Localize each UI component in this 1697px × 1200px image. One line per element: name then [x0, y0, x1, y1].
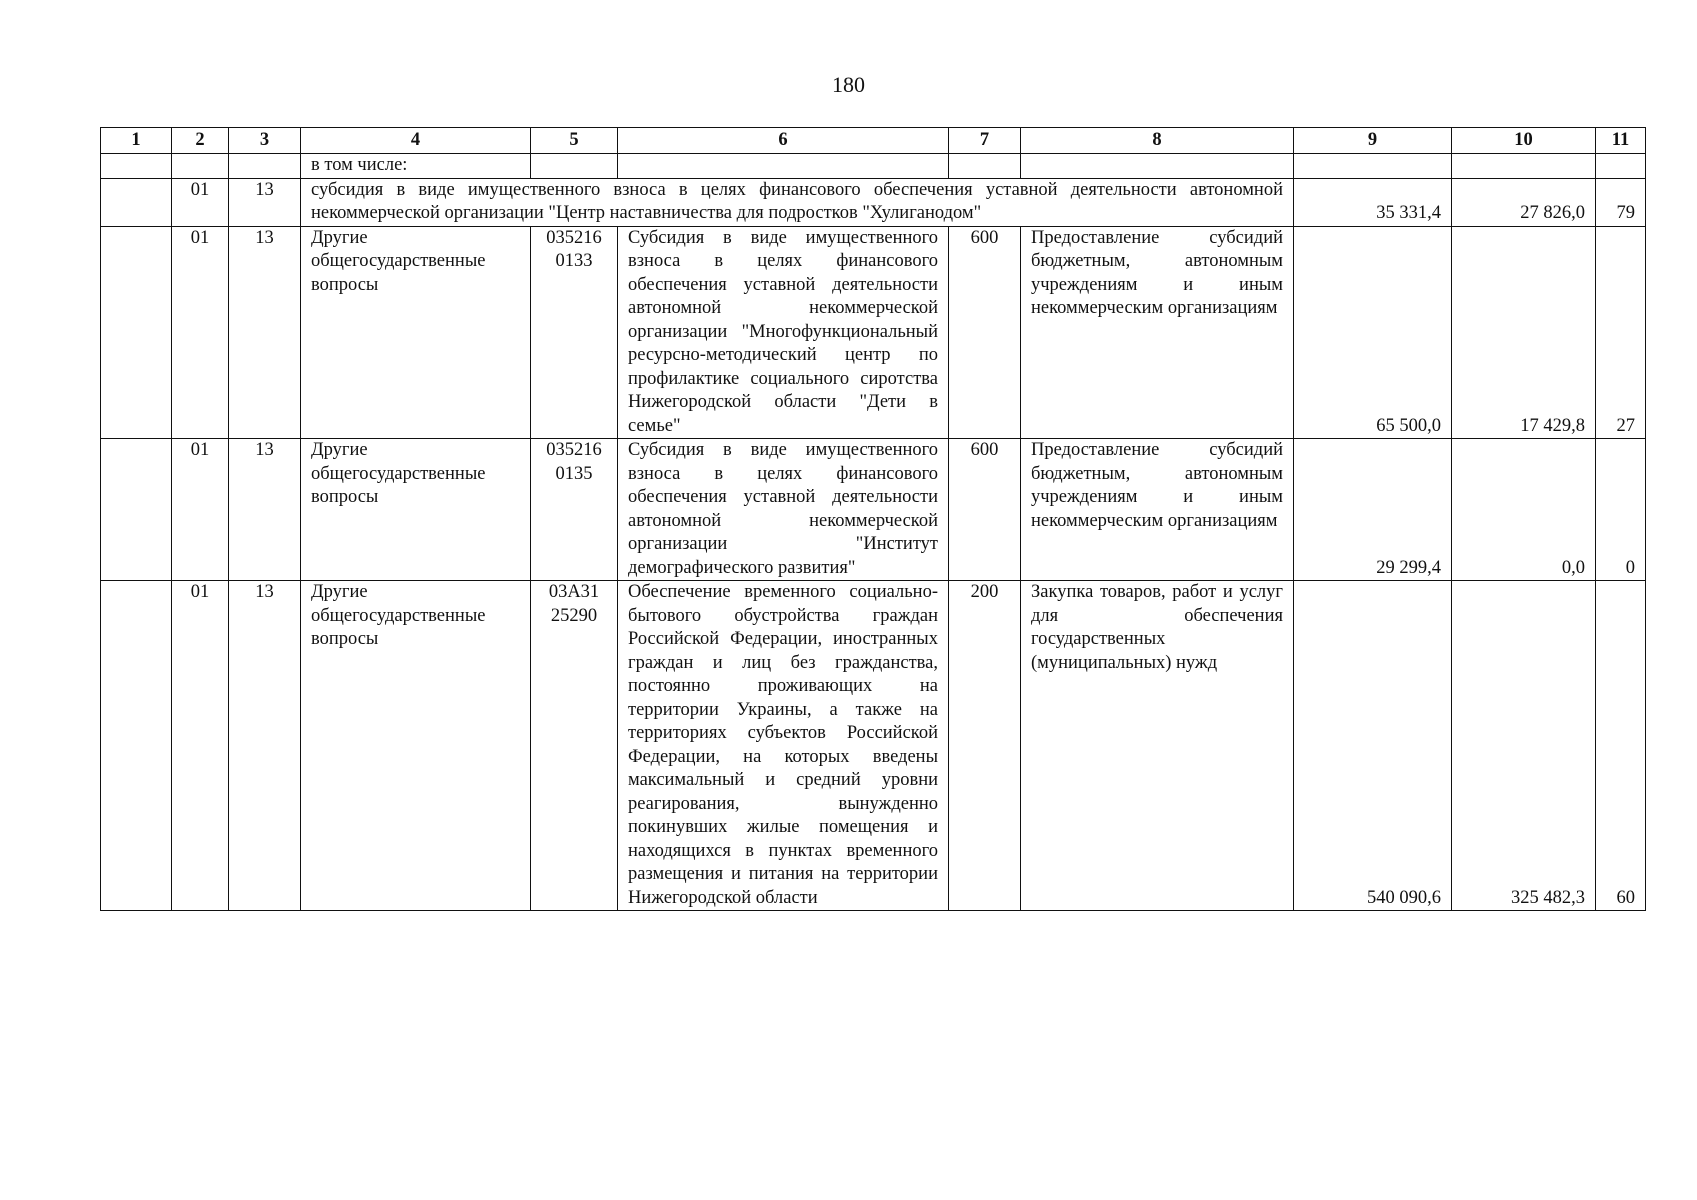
column-header-11: 11	[1596, 128, 1646, 154]
subsidy-description: субсидия в виде имущественного взноса в целях финансового обеспечения уставной деятельности автономной некоммерческой организации "Центр наставничества для подростков "Хулиганодом"	[301, 178, 1294, 226]
column-header-2: 2	[172, 128, 229, 154]
expense-description: Субсидия в виде имущественного взноса в целях финансового обеспечения уставной деятельности автономной некоммерческой организации "Институт демографического развития"	[618, 439, 949, 581]
section-code: 01	[172, 178, 229, 226]
subsection-code: 13	[229, 226, 301, 439]
subsidy-row	[101, 178, 1646, 226]
column-header-7: 7	[949, 128, 1021, 154]
intro-row	[101, 154, 1646, 179]
section-code: 01	[172, 226, 229, 439]
amount-col9: 540 090,6	[1294, 581, 1452, 911]
subsection-code: 13	[229, 178, 301, 226]
section-name: Другие общегосударственные вопросы	[301, 581, 531, 911]
expense-description: Обеспечение временного социально-бытового обустройства граждан Российской Федерации, иностранных граждан и лиц без гражданства, постоянно проживающих на территории Украины, а также на территориях субъектов Российской Федерации, на которых введены максимальный и средний уровни реагирования, вынужденно покинувших жилые помещения и находящихся в пунктах временного размещения и питания на территории Нижегородской области	[618, 581, 949, 911]
amount-col10: 17 429,8	[1452, 226, 1596, 439]
intro-text: в том числе:	[301, 154, 531, 179]
table-row	[101, 226, 1646, 439]
target-article-code: 03А31 25290	[531, 581, 618, 911]
target-article-code: 035216 0135	[531, 439, 618, 581]
table-row	[101, 581, 1646, 911]
amount-col10: 325 482,3	[1452, 581, 1596, 911]
section-name: Другие общегосударственные вопросы	[301, 439, 531, 581]
column-header-4: 4	[301, 128, 531, 154]
expense-description: Субсидия в виде имущественного взноса в целях финансового обеспечения уставной деятельности автономной некоммерческой организации "Многофункциональный ресурсно-методический центр по профилактике социального сиротства Нижегородской области "Дети в семье"	[618, 226, 949, 439]
page-number: 180	[832, 72, 865, 97]
expense-type-name: Предоставление субсидий бюджетным, автономным учреждениям и иным некоммерческим организациям	[1021, 226, 1294, 439]
column-header-1: 1	[101, 128, 172, 154]
section-code: 01	[172, 581, 229, 911]
column-header-3: 3	[229, 128, 301, 154]
target-article-code: 035216 0133	[531, 226, 618, 439]
budget-table	[100, 127, 1646, 911]
expense-type-name: Закупка товаров, работ и услуг для обеспечения государственных (муниципальных) нужд	[1021, 581, 1294, 911]
amount-col10: 0,0	[1452, 439, 1596, 581]
percent-col11: 60	[1596, 581, 1646, 911]
expense-type-code: 200	[949, 581, 1021, 911]
expense-type-code: 600	[949, 439, 1021, 581]
column-header-8: 8	[1021, 128, 1294, 154]
percent-col11: 27	[1596, 226, 1646, 439]
section-code: 01	[172, 439, 229, 581]
section-name: Другие общегосударственные вопросы	[301, 226, 531, 439]
amount-col10: 27 826,0	[1452, 178, 1596, 226]
expense-type-name: Предоставление субсидий бюджетным, автономным учреждениям и иным некоммерческим организациям	[1021, 439, 1294, 581]
column-header-6: 6	[618, 128, 949, 154]
expense-type-code: 600	[949, 226, 1021, 439]
percent-col11: 79	[1596, 178, 1646, 226]
subsection-code: 13	[229, 439, 301, 581]
column-header-10: 10	[1452, 128, 1596, 154]
column-header-9: 9	[1294, 128, 1452, 154]
amount-col9: 29 299,4	[1294, 439, 1452, 581]
percent-col11: 0	[1596, 439, 1646, 581]
subsection-code: 13	[229, 581, 301, 911]
table-row	[101, 439, 1646, 581]
column-header-5: 5	[531, 128, 618, 154]
amount-col9: 65 500,0	[1294, 226, 1452, 439]
amount-col9: 35 331,4	[1294, 178, 1452, 226]
header-row	[101, 128, 1646, 154]
